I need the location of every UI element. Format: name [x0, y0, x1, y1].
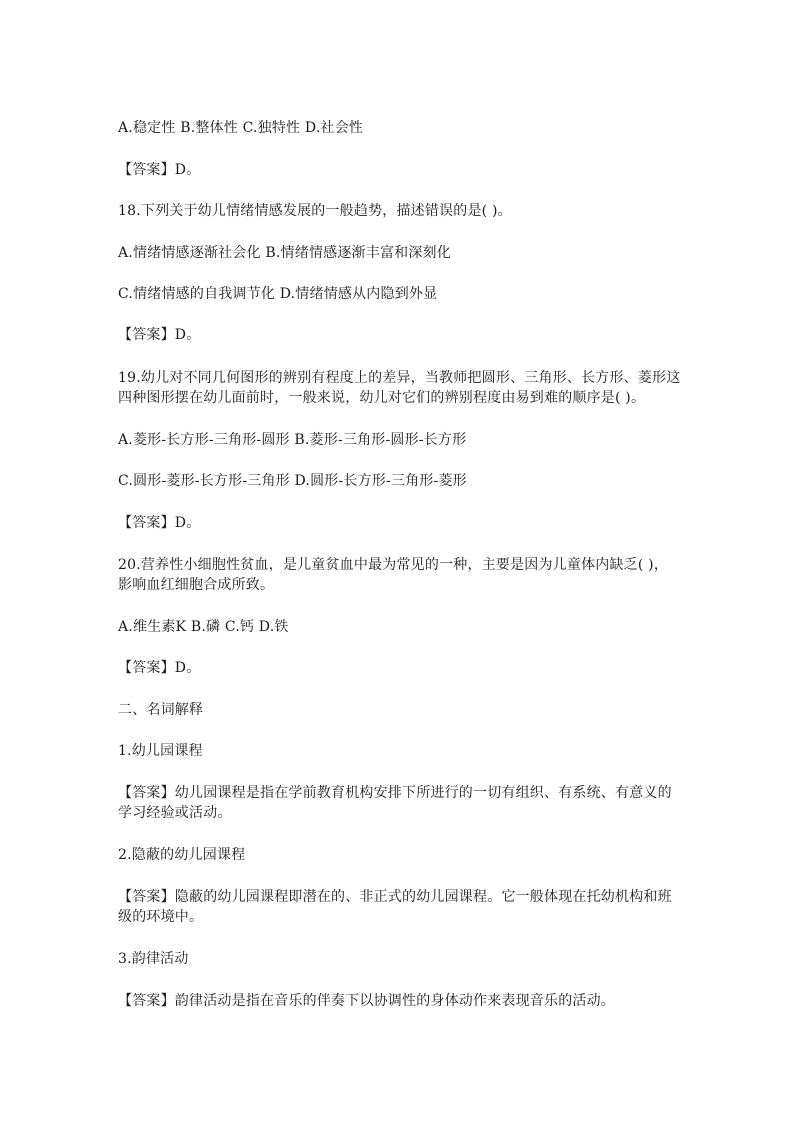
q17-answer: 【答案】D。: [118, 162, 201, 178]
q18-answer: 【答案】D。: [118, 327, 201, 343]
q20-answer: 【答案】D。: [118, 660, 201, 676]
term3-title: 3.韵律活动: [118, 951, 189, 967]
q20-options: A.维生素K B.磷 C.钙 D.铁: [118, 619, 289, 635]
q19-question-line1: 19.幼儿对不同几何图形的辨别有程度上的差异，当教师把圆形、三角形、长方形、菱形这: [118, 370, 681, 386]
q17-options: A.稳定性 B.整体性 C.独特性 D.社会性: [118, 120, 364, 136]
q19-answer: 【答案】D。: [118, 515, 201, 531]
term1-title: 1.幼儿园课程: [118, 743, 203, 759]
q18-options-cd: C.情绪情感的自我调节化 D.情绪情感从内隐到外显: [118, 286, 438, 302]
section-heading: 二、名词解释: [118, 702, 204, 718]
q19-options-ab: A.菱形-长方形-三角形-圆形 B.菱形-三角形-圆形-长方形: [118, 432, 467, 448]
q20-question-line2: 影响血红细胞合成所致。: [118, 577, 275, 593]
q19-options-cd: C.圆形-菱形-长方形-三角形 D.圆形-长方形-三角形-菱形: [118, 473, 467, 489]
term2-answer-line2: 级的环境中。: [118, 909, 204, 925]
term2-title: 2.隐蔽的幼儿园课程: [118, 847, 246, 863]
term2-answer-line1: 【答案】隐蔽的幼儿园课程即潜在的、非正式的幼儿园课程。它一般体现在托幼机构和班: [118, 889, 672, 905]
q18-options-ab: A.情绪情感逐渐社会化 B.情绪情感逐渐丰富和深刻化: [118, 245, 451, 261]
term1-answer-line2: 学习经验或活动。: [118, 805, 232, 821]
q19-question-line2: 四种图形摆在幼儿面前时，一般来说，幼儿对它们的辨别程度由易到难的顺序是( )。: [118, 390, 646, 406]
q20-question-line1: 20.营养性小细胞性贫血，是儿童贫血中最为常见的一种，主要是因为儿童体内缺乏( )，: [118, 557, 669, 573]
term1-answer-line1: 【答案】幼儿园课程是指在学前教育机构安排下所进行的一切有组织、有系统、有意义的: [118, 785, 672, 801]
q18-question: 18.下列关于幼儿情绪情感发展的一般趋势，描述错误的是( )。: [118, 203, 512, 219]
term3-answer: 【答案】韵律活动是指在音乐的伴奏下以协调性的身体动作来表现音乐的活动。: [118, 993, 615, 1009]
